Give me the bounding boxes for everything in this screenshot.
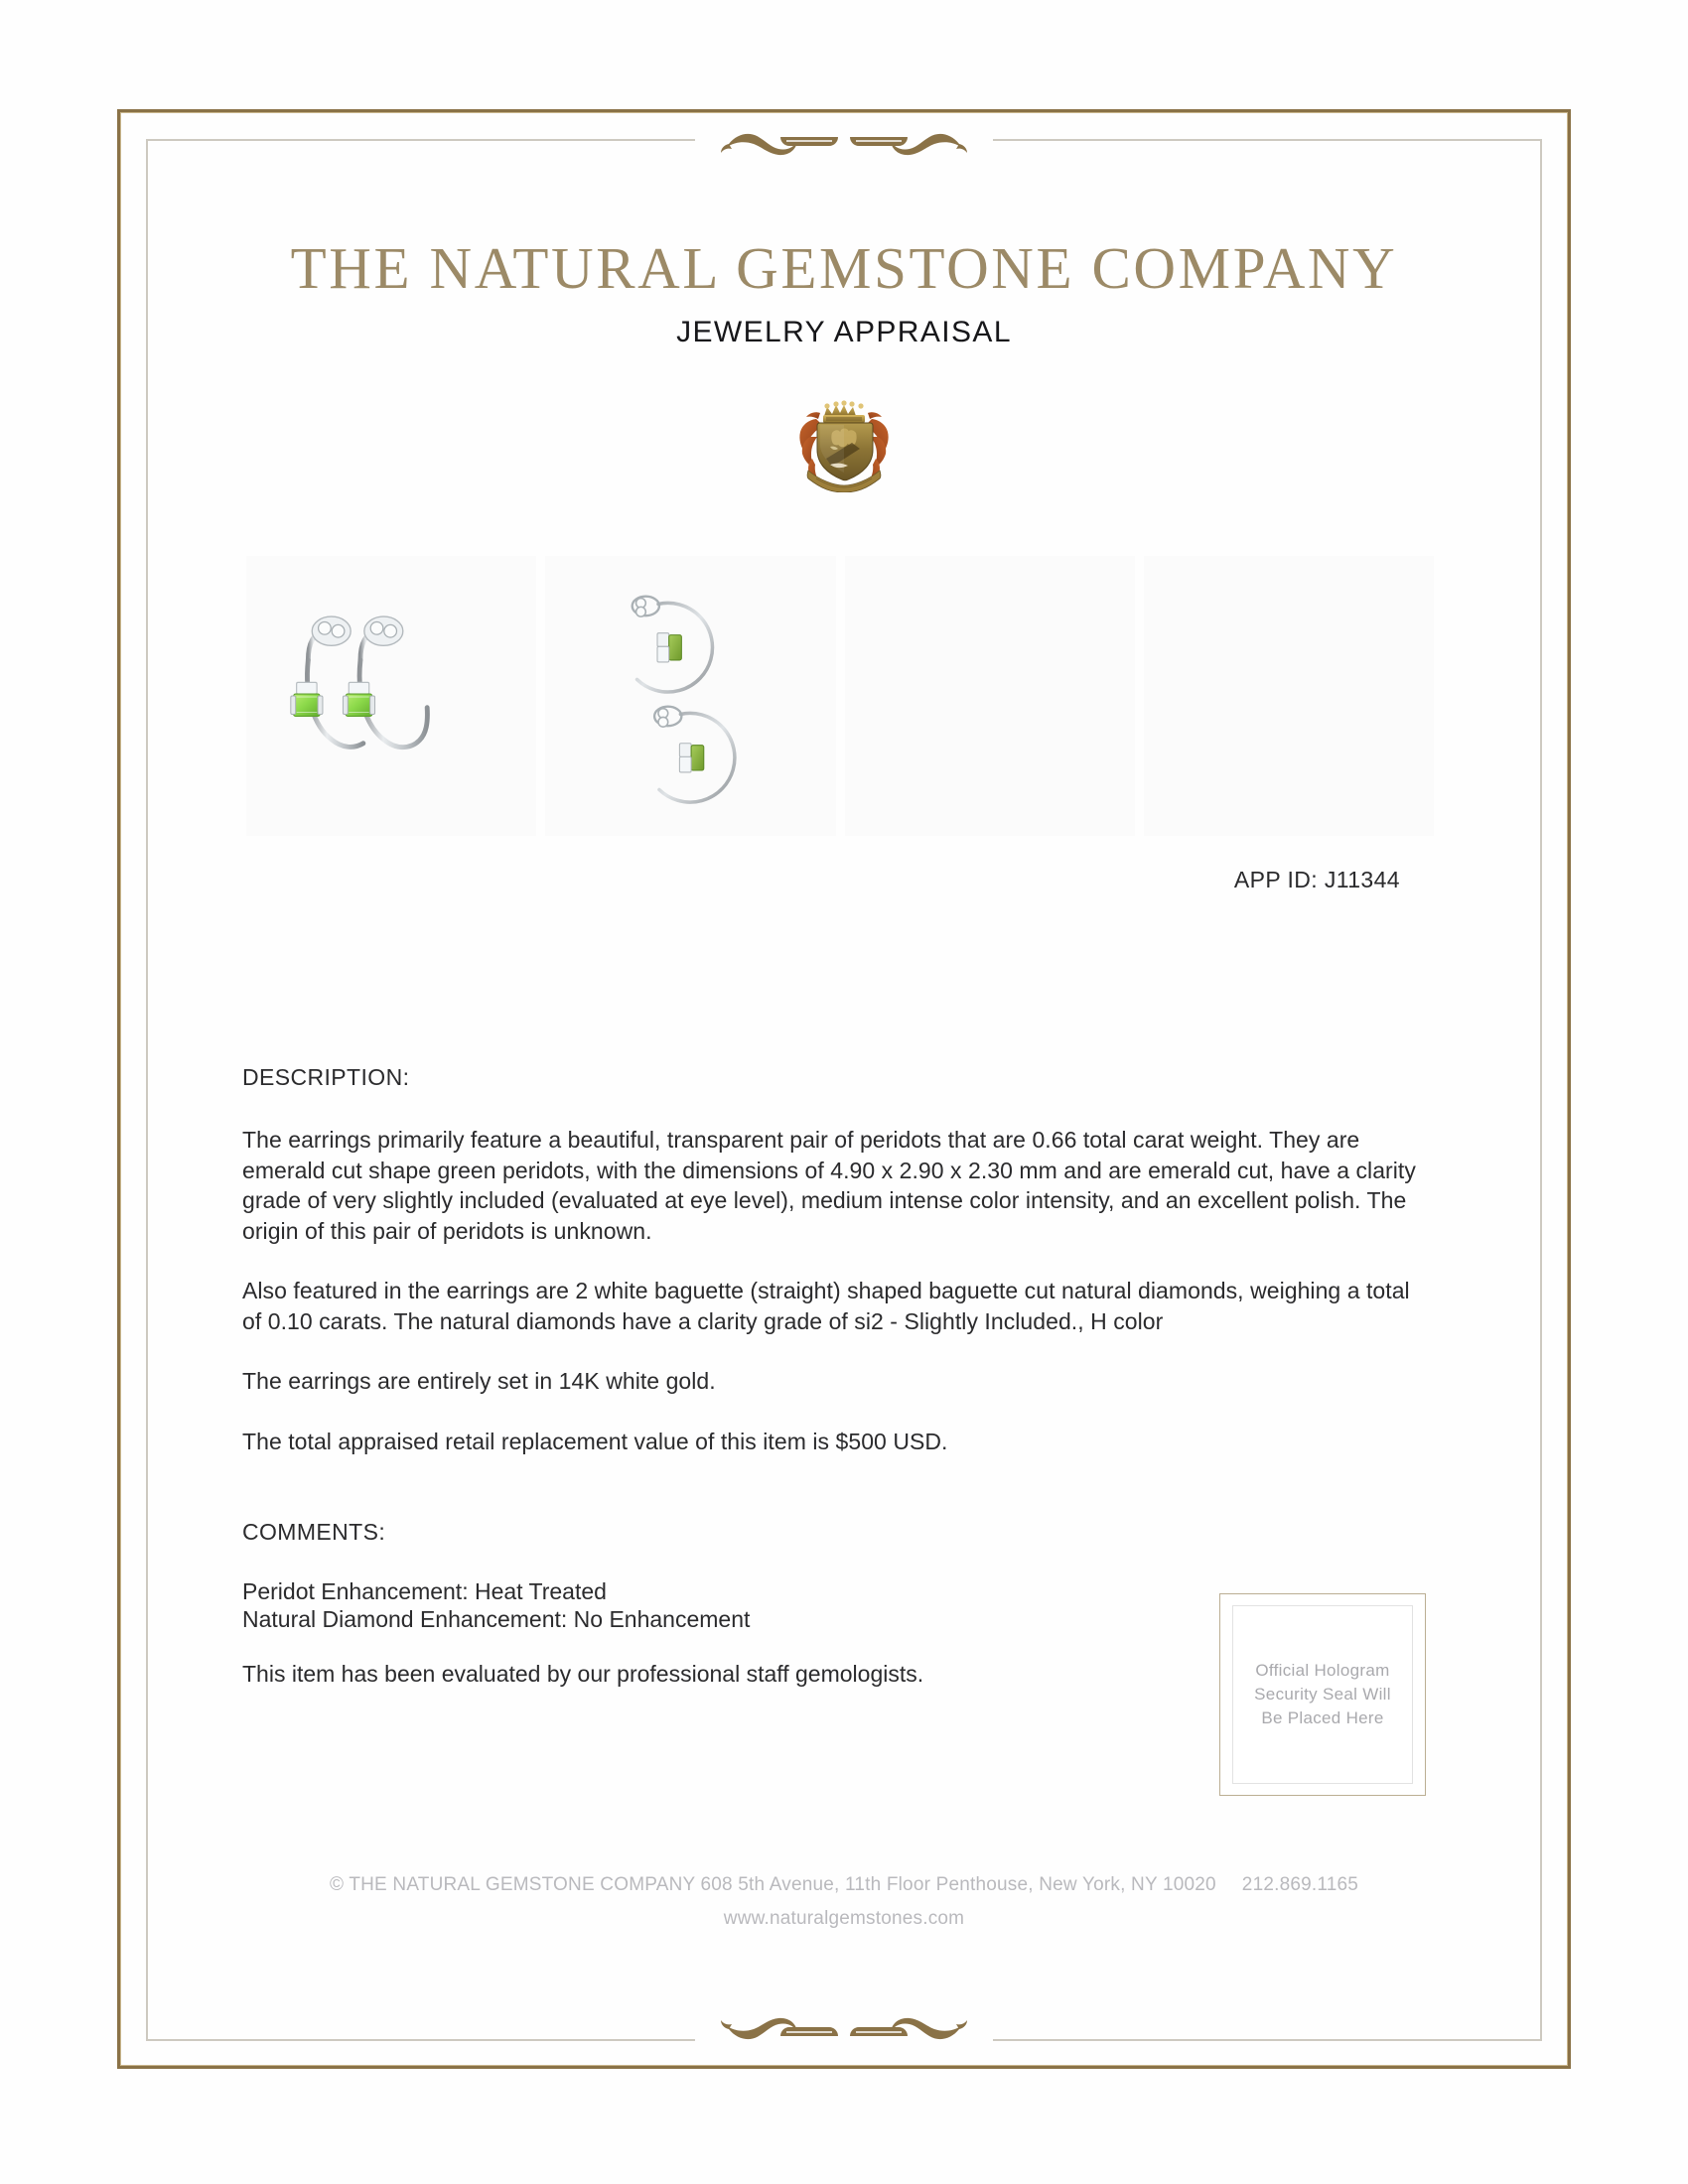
appraised-value-statement: The total appraised retail replacement value of this item is $500 USD.: [242, 1428, 948, 1454]
evaluation-note: This item has been evaluated by our professional staff gemologists.: [242, 1661, 924, 1687]
hologram-seal-inner-border: [1232, 1605, 1413, 1784]
app-id-label: APP ID: J11344: [1233, 867, 1400, 892]
description-paragraph-1: The earrings primarily feature a beautiful, transparent pair of peridots that are 0.66 total carat weight. They are emerald cut shape green peridots, with the dimensions of 4.90 x 2.90 x 2.30 mm and are emerald cut, have a clarity grade of very slightly included (evaluated at eye level), medium intense color intensity, and an excellent polish. The origin of this pair of peridots is unknown.: [242, 1127, 1416, 1244]
footer-address: © THE NATURAL GEMSTONE COMPANY 608 5th Avenue, 11th Floor Penthouse, New York, NY 10020: [329, 1874, 1216, 1895]
footer-website[interactable]: www.naturalgemstones.com: [723, 1908, 965, 1929]
section-spacer: [242, 1486, 1426, 1519]
hologram-seal-text: [1254, 1659, 1391, 1730]
hologram-text-line-1: Official Hologram: [1255, 1661, 1390, 1680]
comment-line-peridot: Peridot Enhancement: Heat Treated: [242, 1578, 607, 1604]
description-heading: DESCRIPTION:: [242, 1064, 410, 1090]
page-footer: [0, 1874, 1688, 1930]
product-image-panel-3-empty[interactable]: [845, 556, 1135, 836]
flourish-ornament-icon-bottom: [695, 2011, 993, 2053]
product-image-panel-1[interactable]: [246, 556, 536, 836]
flourish-ornament-icon-top: [695, 120, 993, 162]
hologram-seal-box: [1219, 1593, 1426, 1796]
description-paragraph-2: Also featured in the earrings are 2 white baguette (straight) shaped baguette cut natural diamonds, weighing a total of 0.10 carats. The natural diamonds have a clarity grade of si2 - Slightly Included., H color: [242, 1278, 1410, 1334]
product-image-gallery: [246, 556, 1434, 836]
description-paragraph-3: The earrings are entirely set in 14K white gold.: [242, 1368, 716, 1394]
heraldic-crest-icon: [786, 397, 902, 492]
comments-heading: COMMENTS:: [242, 1519, 386, 1545]
hologram-text-line-3: Be Placed Here: [1261, 1708, 1384, 1727]
company-name-title: THE NATURAL GEMSTONE COMPANY: [290, 235, 1398, 301]
product-image-panel-4-empty[interactable]: [1144, 556, 1434, 836]
hologram-text-line-2: Security Seal Will: [1254, 1685, 1391, 1704]
footer-phone: 212.869.1165: [1241, 1874, 1359, 1895]
product-image-panel-2[interactable]: [545, 556, 835, 836]
comment-line-diamond: Natural Diamond Enhancement: No Enhancement: [242, 1606, 751, 1632]
document-subtitle: JEWELRY APPRAISAL: [676, 316, 1012, 348]
